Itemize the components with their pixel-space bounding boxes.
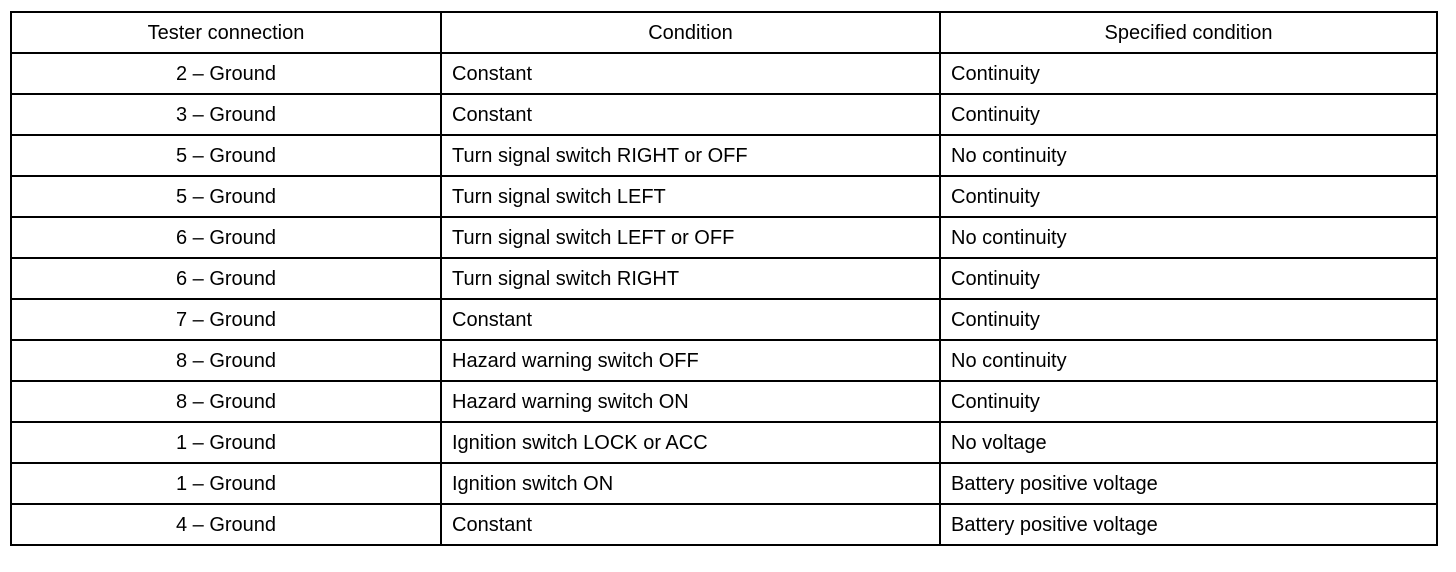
cell-tester-connection: 3 – Ground [11,94,441,135]
cell-tester-connection: 5 – Ground [11,135,441,176]
header-condition: Condition [441,12,940,53]
cell-condition: Turn signal switch LEFT [441,176,940,217]
cell-specified-condition: No continuity [940,217,1437,258]
cell-condition: Ignition switch LOCK or ACC [441,422,940,463]
cell-specified-condition: Continuity [940,258,1437,299]
table-row [11,258,1437,299]
cell-specified-condition: Battery positive voltage [940,463,1437,504]
cell-specified-condition: No continuity [940,340,1437,381]
cell-specified-condition: No continuity [940,135,1437,176]
table-row [11,463,1437,504]
cell-condition: Constant [441,504,940,545]
cell-condition: Turn signal switch RIGHT or OFF [441,135,940,176]
table-row [11,504,1437,545]
cell-condition: Turn signal switch RIGHT [441,258,940,299]
cell-tester-connection: 8 – Ground [11,381,441,422]
cell-condition: Hazard warning switch OFF [441,340,940,381]
table-row [11,53,1437,94]
table-row [11,340,1437,381]
cell-condition: Hazard warning switch ON [441,381,940,422]
cell-tester-connection: 7 – Ground [11,299,441,340]
cell-tester-connection: 8 – Ground [11,340,441,381]
cell-tester-connection: 1 – Ground [11,422,441,463]
cell-tester-connection: 6 – Ground [11,258,441,299]
table-row [11,299,1437,340]
table-row [11,135,1437,176]
cell-specified-condition: No voltage [940,422,1437,463]
cell-tester-connection: 6 – Ground [11,217,441,258]
cell-condition: Constant [441,94,940,135]
cell-tester-connection: 1 – Ground [11,463,441,504]
cell-specified-condition: Continuity [940,299,1437,340]
cell-tester-connection: 2 – Ground [11,53,441,94]
table-row [11,381,1437,422]
table-row [11,217,1437,258]
cell-specified-condition: Continuity [940,381,1437,422]
cell-specified-condition: Battery positive voltage [940,504,1437,545]
table-row [11,94,1437,135]
cell-tester-connection: 5 – Ground [11,176,441,217]
cell-specified-condition: Continuity [940,176,1437,217]
header-specified-condition: Specified condition [940,12,1437,53]
cell-tester-connection: 4 – Ground [11,504,441,545]
cell-specified-condition: Continuity [940,53,1437,94]
cell-condition: Turn signal switch LEFT or OFF [441,217,940,258]
cell-condition: Constant [441,299,940,340]
inspection-table [10,11,1438,546]
cell-specified-condition: Continuity [940,94,1437,135]
table-row [11,176,1437,217]
table-row [11,422,1437,463]
table-header-row [11,12,1437,53]
cell-condition: Ignition switch ON [441,463,940,504]
header-tester-connection: Tester connection [11,12,441,53]
cell-condition: Constant [441,53,940,94]
inspection-sheet [10,11,1436,546]
